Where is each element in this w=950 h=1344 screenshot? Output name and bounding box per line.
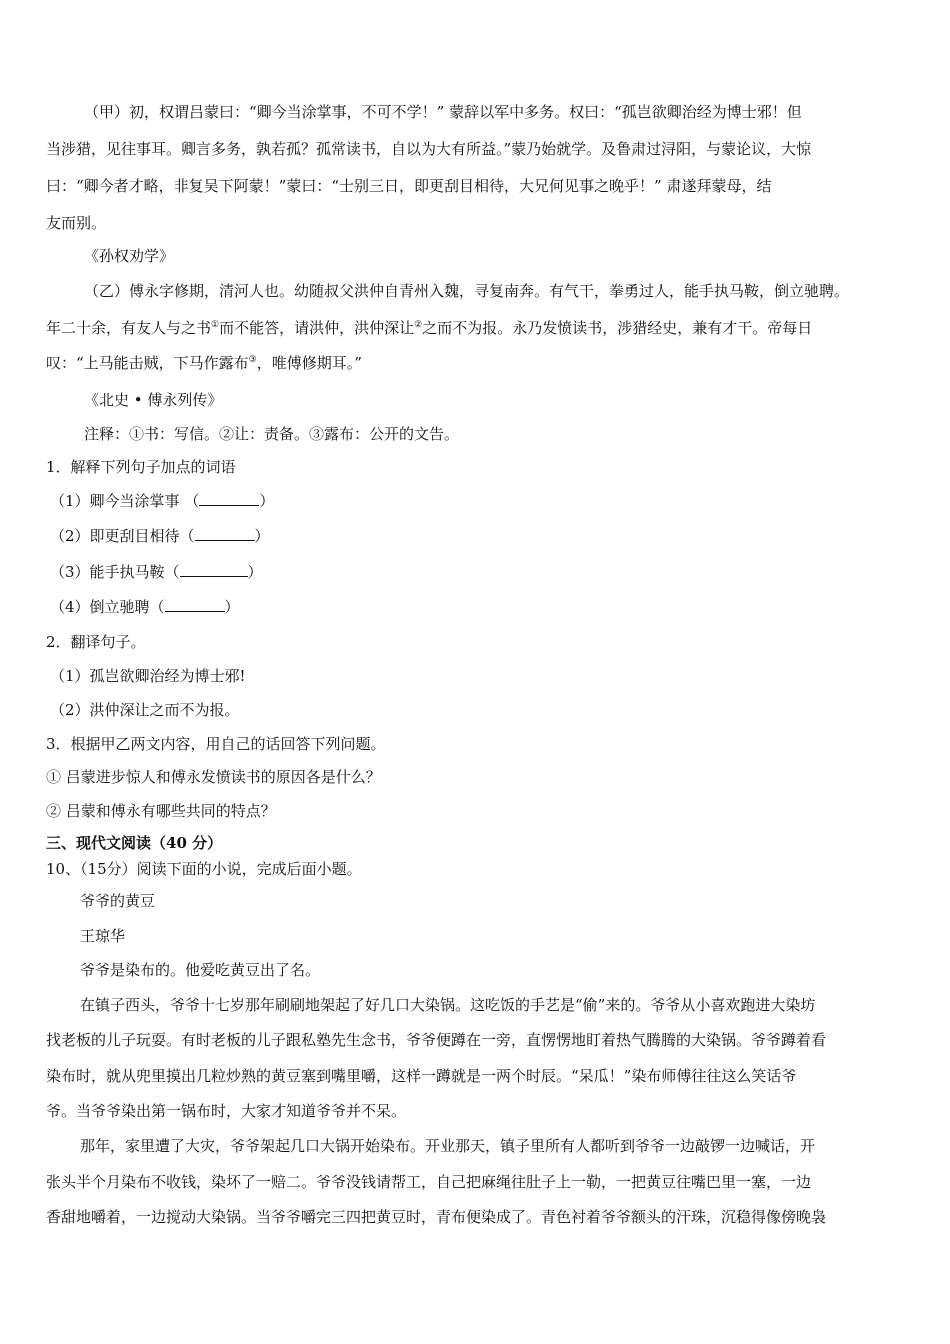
question-3-item-1: ① 吕蒙进步惊人和傅永发愤读书的原因各是什么？	[46, 768, 381, 786]
story-paragraph-2-line-1: 在镇子西头，爷爷十七岁那年刷刷地架起了好几口大染锅。这吃饭的手艺是“偷”来的。爷爷从小喜欢跑进大染坊	[80, 996, 816, 1014]
question-2-item-2: （2）洪仲深让之而不为报。	[50, 701, 240, 719]
story-paragraph-2-line-2: 找老板的儿子玩耍。有时老板的儿子跟私塾先生念书，爷爷便蹲在一旁，直愣愣地盯着热气腾腾的大染锅。爷爷蹲着看	[46, 1031, 827, 1049]
jia-line-1: （甲）初，权谓吕蒙曰：“卿今当涂掌事，不可不学！” 蒙辞以军中多务。权曰：“孤岂欲卿治经为博士邪！但	[84, 103, 802, 121]
jia-line-4: 友而别。	[46, 214, 107, 232]
jia-source: 《孙权劝学》	[84, 247, 175, 265]
jia-line-2: 当涉猎，见往事耳。卿言多务，孰若孤？孤常读书，自以为大有所益。”蒙乃始就学。及鲁肃过浔阳，与蒙论议，大惊	[46, 140, 812, 158]
question-1-title: 1．解释下列句子加点的词语	[46, 458, 236, 476]
question-2-title: 2．翻译句子。	[46, 633, 146, 651]
yi-notes: 注释：①书：写信。②让：责备。③露布：公开的文告。	[84, 425, 460, 443]
story-paragraph-3-line-1: 那年，家里遭了大灾，爷爷架起几口大锅开始染布。开业那天，镇子里所有人都听到爷爷一边敲锣一边喊话，开	[80, 1137, 816, 1155]
footnote-mark-3: ③	[248, 355, 257, 365]
answer-blank-4[interactable]	[165, 597, 225, 612]
story-paragraph-3-line-2: 张头半个月染布不收钱，染坏了一赔二。爷爷没钱请帮工，自己把麻绳往肚子上一勒，一把黄豆往嘴巴里一塞，一边	[46, 1173, 812, 1191]
question-3-item-2: ② 吕蒙和傅永有哪些共同的特点？	[46, 802, 276, 820]
story-author: 王琼华	[80, 927, 126, 945]
answer-blank-1[interactable]	[199, 491, 259, 506]
question-10-intro: 10、（15分）阅读下面的小说，完成后面小题。	[46, 860, 362, 878]
answer-blank-3[interactable]	[180, 562, 248, 577]
question-1-item-3: （3）能手执马鞍（ ）	[50, 563, 263, 581]
yi-line-3: 叹：“上马能击贼，下马作露布③，唯傅修期耳。”	[46, 354, 362, 372]
section-heading: 三、现代文阅读（40 分）	[46, 834, 223, 852]
footnote-mark-2: ②	[414, 320, 423, 330]
footnote-mark-1: ①	[211, 320, 220, 330]
answer-blank-2[interactable]	[195, 526, 255, 541]
story-paragraph-3-line-3: 香甜地嚼着，一边搅动大染锅。当爷爷嚼完三四把黄豆时，青布便染成了。青色衬着爷爷额头的汗珠，沉稳得像傍晚袅	[46, 1208, 827, 1226]
question-3-title: 3．根据甲乙两文内容，用自己的话回答下列问题。	[46, 735, 386, 753]
story-title: 爷爷的黄豆	[80, 892, 156, 910]
question-1-item-1: （1）卿今当涂掌事 （ ）	[50, 492, 275, 510]
yi-line-1: （乙）傅永字修期，清河人也。幼随叔父洪仲自青州入魏，寻复南奔。有气干，拳勇过人，能手执马鞍，倒立驰聘。	[84, 282, 850, 300]
story-paragraph-2-line-4: 爷。当爷爷染出第一锅布时，大家才知道爷爷并不呆。	[46, 1102, 407, 1120]
question-2-item-1: （1）孤岂欲卿治经为博士邪!	[50, 667, 246, 685]
question-1-item-2: （2）即更刮目相待（ ）	[50, 527, 270, 545]
yi-line-2: 年二十余，有友人与之书①而不能答，请洪仲，洪仲深让②之而不为报。永乃发愤读书，涉猎经史，兼有才干。帝每日	[46, 319, 813, 337]
yi-source: 《北史 • 傅永列传》	[84, 391, 223, 409]
jia-line-3: 曰：“卿今者才略，非复吴下阿蒙！”蒙曰：“士别三日，即更刮目相待，大兄何见事之晚乎！” 肃遂拜蒙母，结	[46, 177, 772, 195]
question-1-item-4: （4）倒立驰聘（ ）	[50, 598, 240, 616]
story-paragraph-2-line-3: 染布时，就从兜里摸出几粒炒熟的黄豆塞到嘴里嚼，这样一蹲就是一两个时辰。“呆瓜！”染布师傅往往这么笑话爷	[46, 1067, 797, 1085]
story-paragraph-1: 爷爷是染布的。他爱吃黄豆出了名。	[80, 961, 321, 979]
